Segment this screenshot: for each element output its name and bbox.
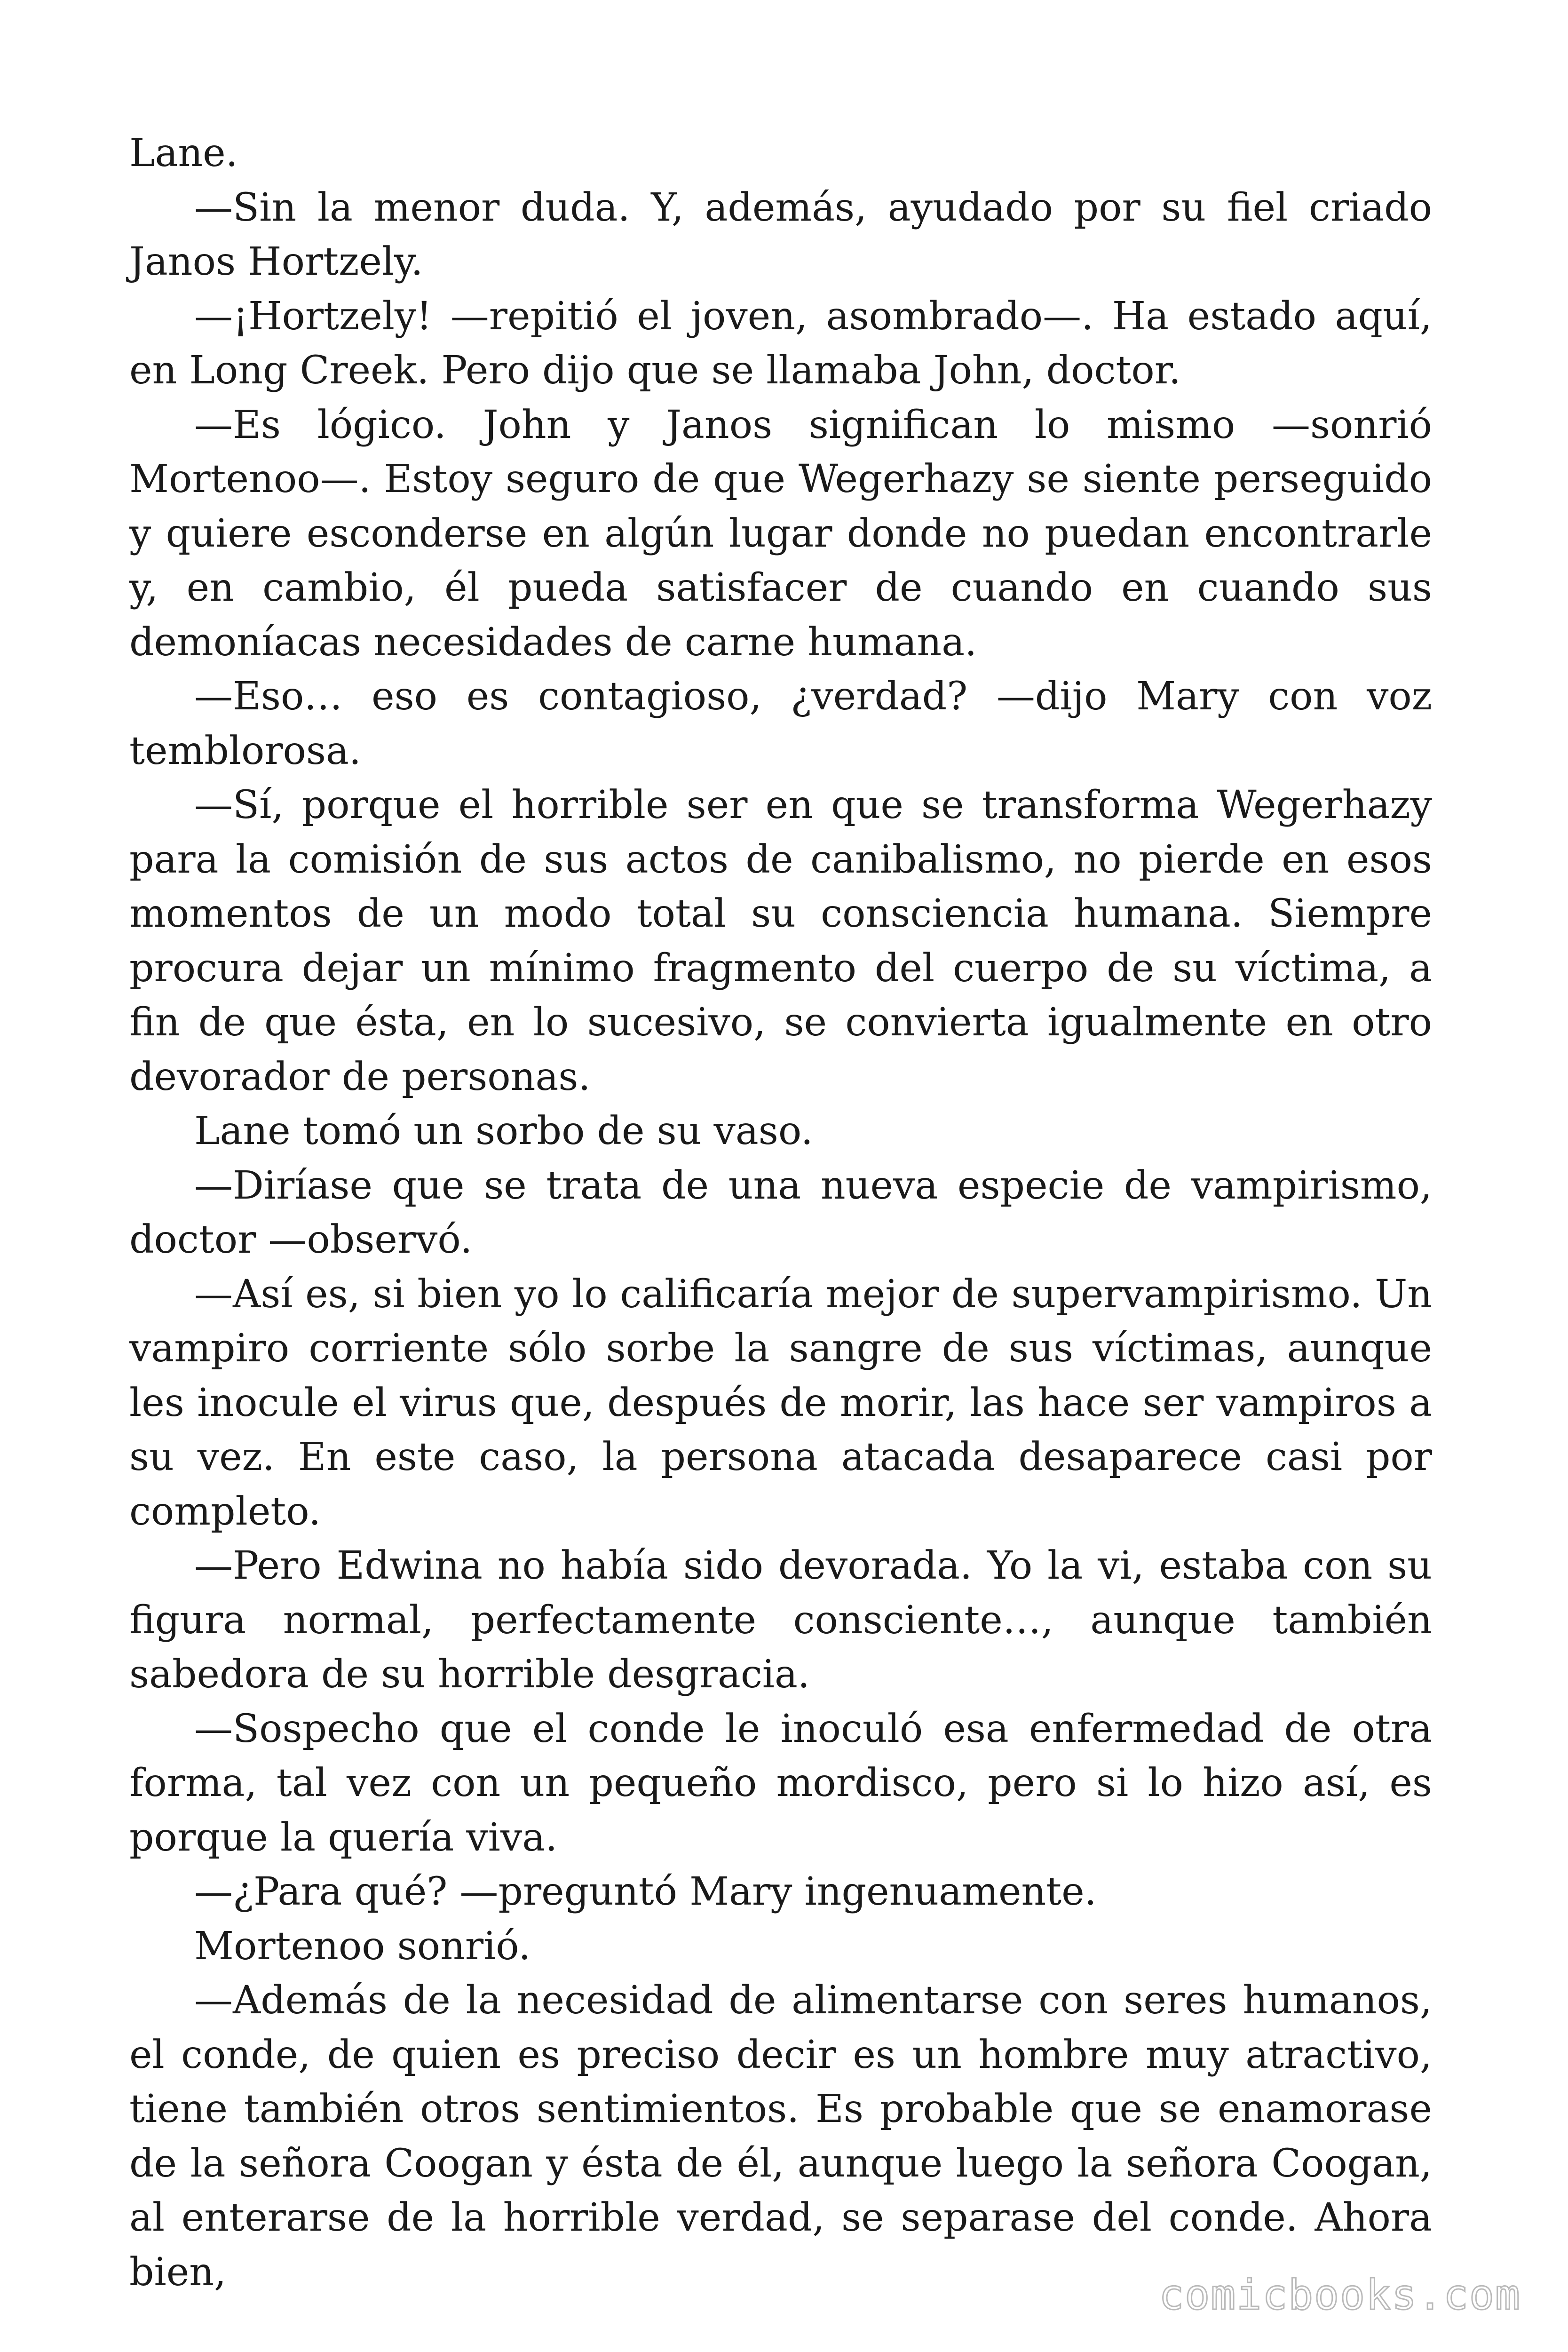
paragraph-3: —¡Hortzely! —repitió el joven, asombrado—. Ha estado aquí, en Long Creek. Pero dijo que se llamaba John, doctor. <box>129 294 1432 393</box>
paragraph-1: Lane. <box>129 131 238 175</box>
paragraph-6: —Sí, porque el horrible ser en que se transforma Wegerhazy para la comisión de sus actos de canibalismo, no pierde en esos momentos de un modo total su consciencia humana. Siempre procura dejar un mínimo fragmento del cuerpo de su víctima, a fin de que ésta, en lo sucesivo, se convierta igualmente en otro devorador de personas. <box>129 783 1432 1099</box>
paragraph-11: —Sospecho que el conde le inoculó esa enfermedad de otra forma, tal vez con un pequeño mordisco, pero si lo hizo así, es porque la quería viva. <box>129 1706 1432 1860</box>
body-text <box>129 126 1432 2299</box>
paragraph-5: —Eso… eso es contagioso, ¿verdad? —dijo Mary con voz temblorosa. <box>129 674 1432 773</box>
paragraph-12: —¿Para qué? —preguntó Mary ingenuamente. <box>194 1869 1097 1914</box>
paragraph-8: —Diríase que se trata de una nueva especie de vampirismo, doctor —observó. <box>129 1163 1432 1262</box>
paragraph-7: Lane tomó un sorbo de su vaso. <box>194 1109 813 1153</box>
paragraph-4: —Es lógico. John y Janos significan lo mismo —sonrió Mortenoo—. Estoy seguro de que Wegerhazy se siente perseguido y quiere esconderse en algún lugar donde no puedan encontrarle y, en cambio, él pueda satisfacer de cuando en cuando sus demoníacas necesidades de carne humana. <box>129 402 1432 665</box>
watermark: comicbooks.com <box>1159 2271 1521 2319</box>
paragraph-13: Mortenoo sonrió. <box>194 1923 531 1969</box>
paragraph-2: —Sin la menor duda. Y, además, ayudado por su fiel criado Janos Hortzely. <box>129 185 1432 284</box>
paragraph-14: —Además de la necesidad de alimentarse con seres humanos, el conde, de quien es preciso decir es un hombre muy atractivo, tiene también otros sentimientos. Es probable que se enamorase de la señora Coogan y ésta de él, aunque luego la señora Coogan, al enterarse de la horrible verdad, se separase del conde. Ahora bien, <box>129 1978 1432 2295</box>
paragraph-9: —Así es, si bien yo lo calificaría mejor de supervampirismo. Un vampiro corriente sólo sorbe la sangre de sus víctimas, aunque les inocule el virus que, después de morir, las hace ser vampiros a su vez. En este caso, la persona atacada desaparece casi por completo. <box>129 1271 1432 1534</box>
paragraph-10: —Pero Edwina no había sido devorada. Yo la vi, estaba con su figura normal, perfectamente consciente…, aunque también sabedora de su horrible desgracia. <box>129 1543 1432 1697</box>
